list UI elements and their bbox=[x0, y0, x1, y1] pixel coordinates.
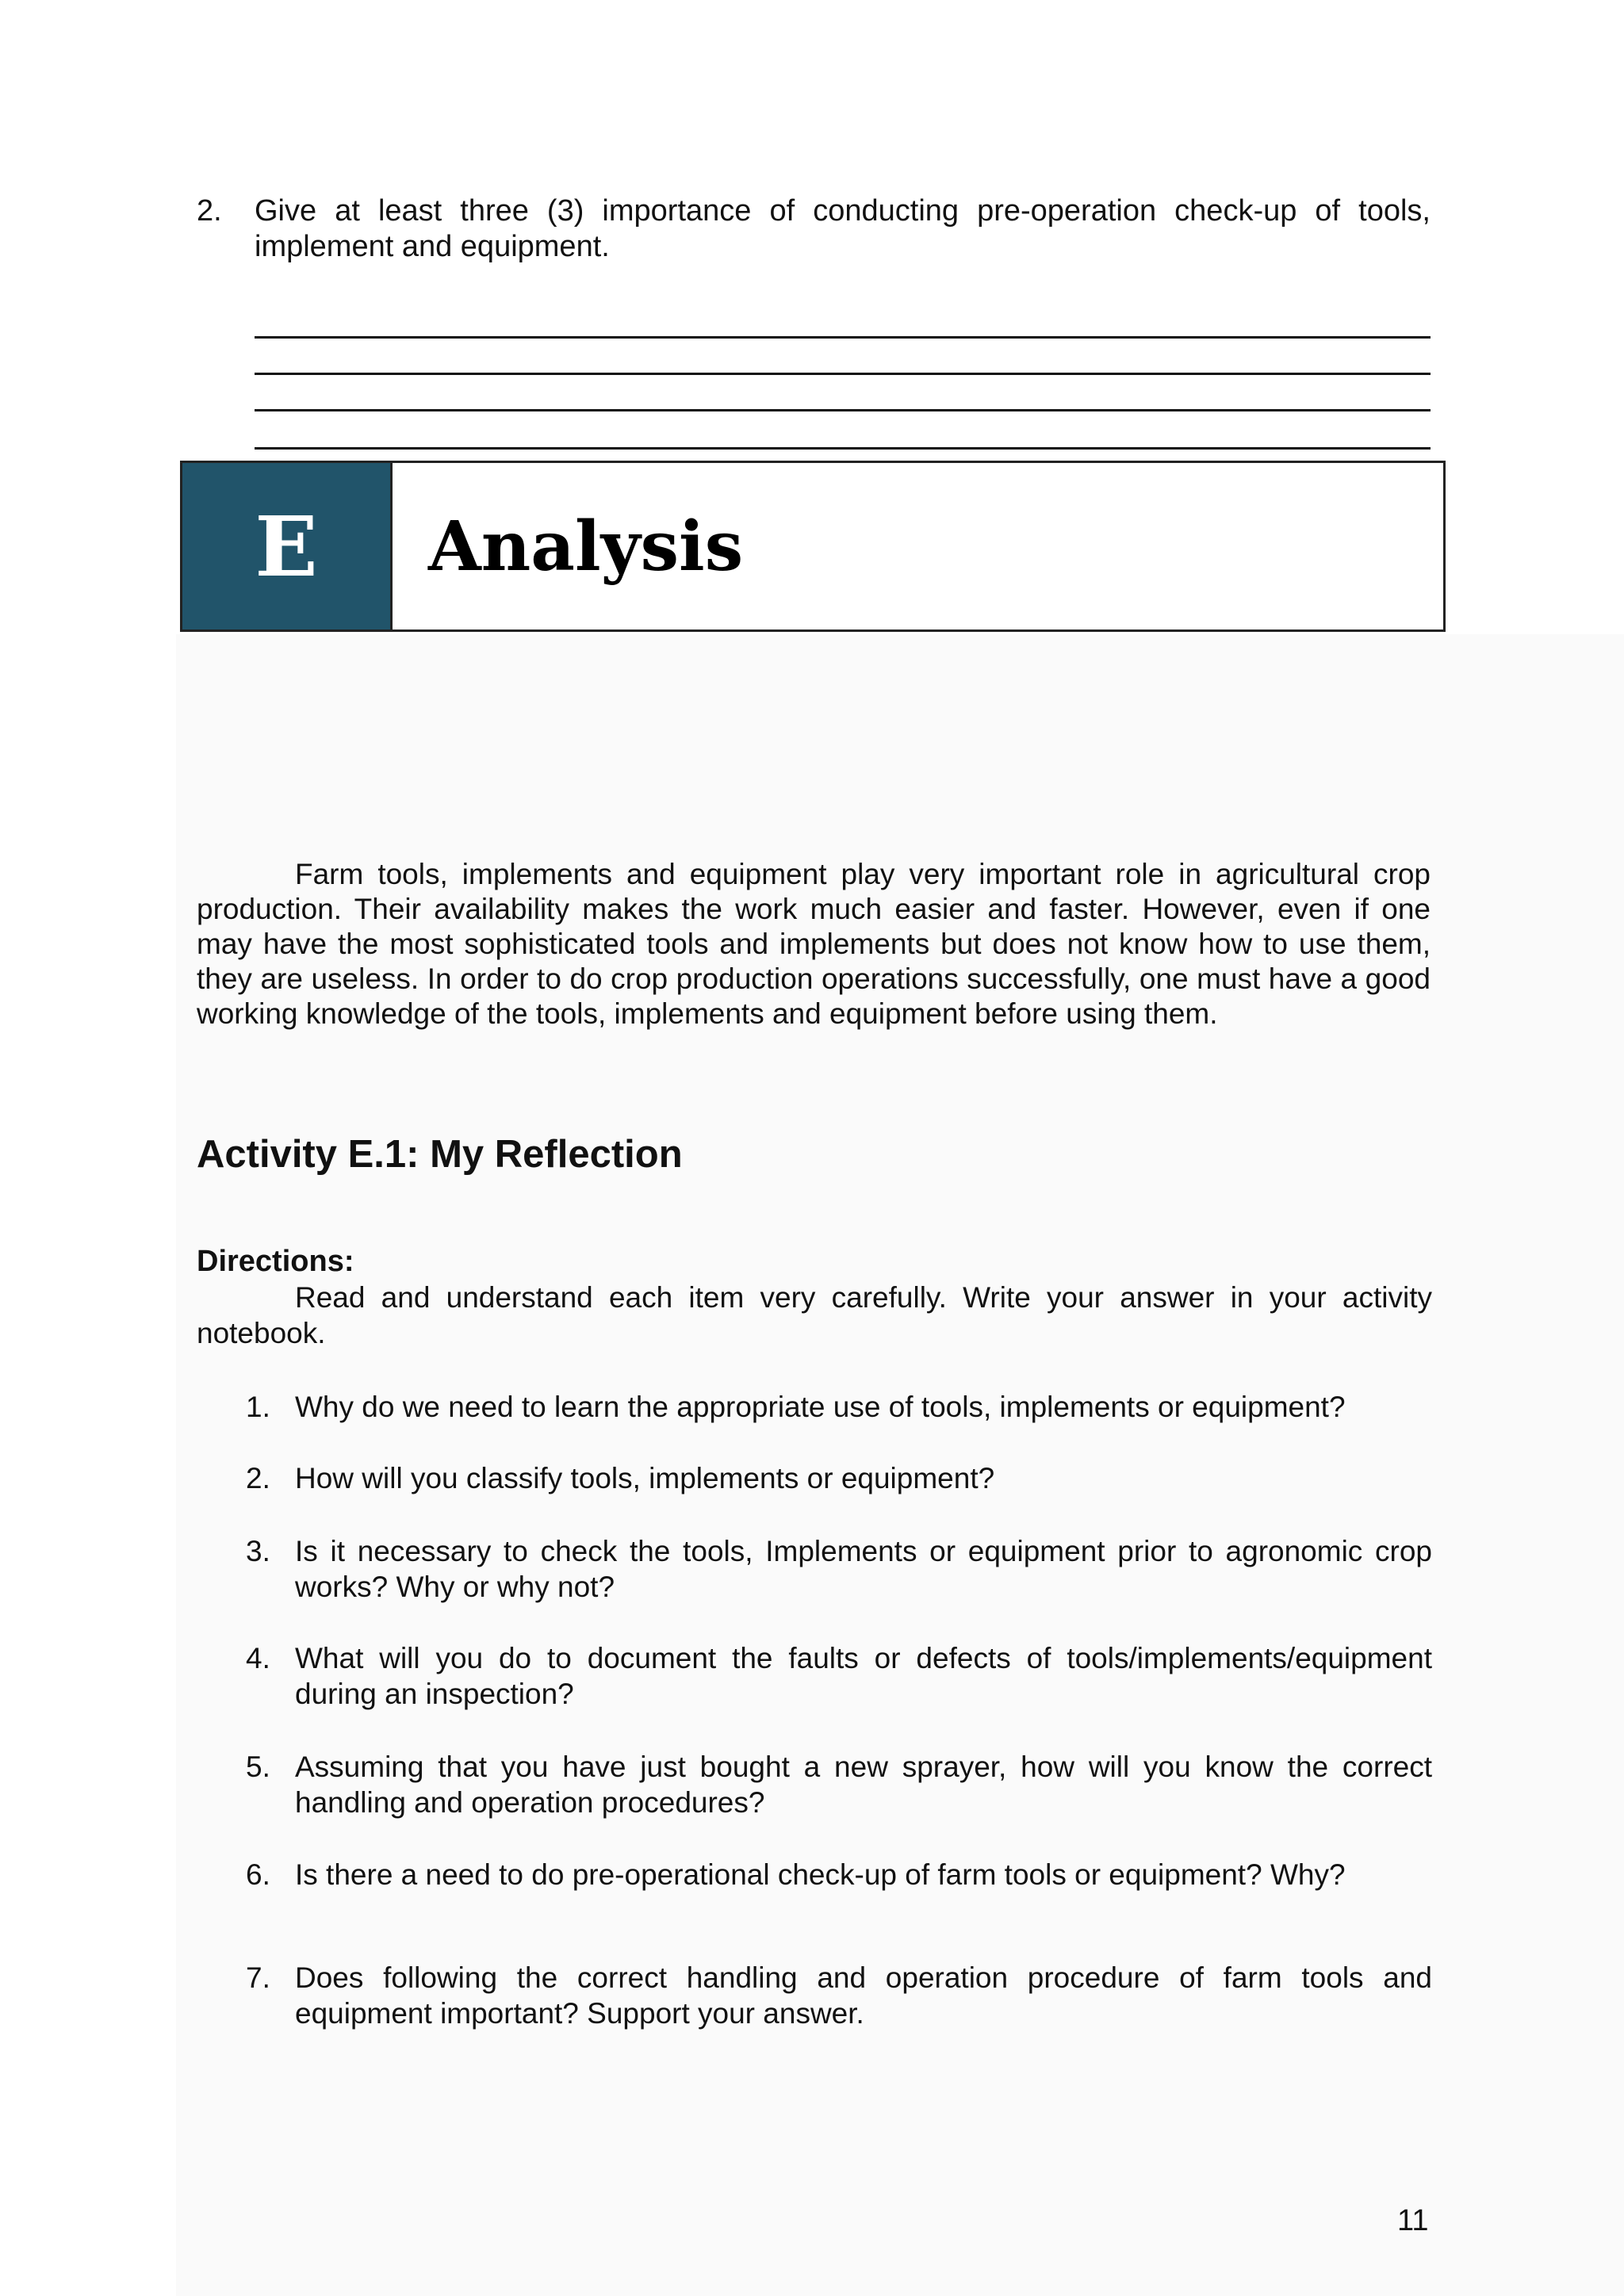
reflection-item-text: Is there a need to do pre-operational check-up of farm tools or equipment? Why? bbox=[295, 1858, 1346, 1891]
section-letter-box bbox=[182, 463, 393, 629]
reflection-item-number: 7. bbox=[246, 1961, 270, 1994]
reflection-item bbox=[197, 1749, 1432, 1820]
question-2 bbox=[197, 193, 1431, 265]
reflection-item-number: 6. bbox=[246, 1858, 270, 1891]
reflection-item bbox=[197, 1389, 1432, 1425]
question-2-number: 2. bbox=[197, 194, 222, 228]
reflection-item-text: Assuming that you have just bought a new sprayer, how will you know the correct handling and operation procedures? bbox=[295, 1751, 1432, 1819]
directions-text: Read and understand each item very carefully. Write your answer in your activity notebook. bbox=[197, 1281, 1432, 1349]
directions-label: Directions: bbox=[197, 1245, 354, 1278]
reflection-item-number: 4. bbox=[246, 1642, 270, 1674]
reflection-item bbox=[197, 1460, 1432, 1496]
question-2-text: Give at least three (3) importance of conducting pre-operation check-up of tools, implement and equipment. bbox=[255, 194, 1431, 263]
answer-line-3 bbox=[255, 409, 1431, 411]
reflection-item bbox=[197, 1533, 1432, 1605]
page-number: 11 bbox=[1397, 2204, 1429, 2237]
reflection-item bbox=[197, 1640, 1432, 1712]
reflection-item-text: Is it necessary to check the tools, Implements or equipment prior to agronomic crop works? Why or why not? bbox=[295, 1535, 1432, 1603]
reflection-item bbox=[197, 1857, 1432, 1892]
reflection-item-number: 1. bbox=[246, 1391, 270, 1423]
section-banner bbox=[180, 461, 1446, 632]
activity-title: Activity E.1: My Reflection bbox=[197, 1133, 683, 1176]
reflection-item-text: Why do we need to learn the appropriate use of tools, implements or equipment? bbox=[295, 1391, 1346, 1423]
reflection-item-number: 3. bbox=[246, 1535, 270, 1567]
answer-line-1 bbox=[255, 336, 1431, 339]
section-title: Analysis bbox=[428, 506, 744, 587]
section-letter: E bbox=[255, 497, 318, 595]
reflection-item bbox=[197, 1960, 1432, 2031]
answer-line-2 bbox=[255, 373, 1431, 375]
reflection-item-text: How will you classify tools, implements or equipment? bbox=[295, 1462, 995, 1494]
answer-line-4 bbox=[255, 447, 1431, 450]
intro-paragraph: Farm tools, implements and equipment play very important role in agricultural crop production. Their availability makes the work much easier and faster. However, even if one may have the most sophisticated tools and implements but does not know how to use them, they are useless. In order to do crop production operations successfully, one must have a good working knowledge of the tools, implements and equipment before using them. bbox=[197, 858, 1431, 1030]
reflection-item-number: 5. bbox=[246, 1751, 270, 1783]
reflection-item-text: What will you do to document the faults or defects of tools/implements/equipment during an inspection? bbox=[295, 1642, 1432, 1710]
reflection-item-number: 2. bbox=[246, 1462, 270, 1494]
reflection-item-text: Does following the correct handling and operation procedure of farm tools and equipment important? Support your answer. bbox=[295, 1961, 1432, 2030]
